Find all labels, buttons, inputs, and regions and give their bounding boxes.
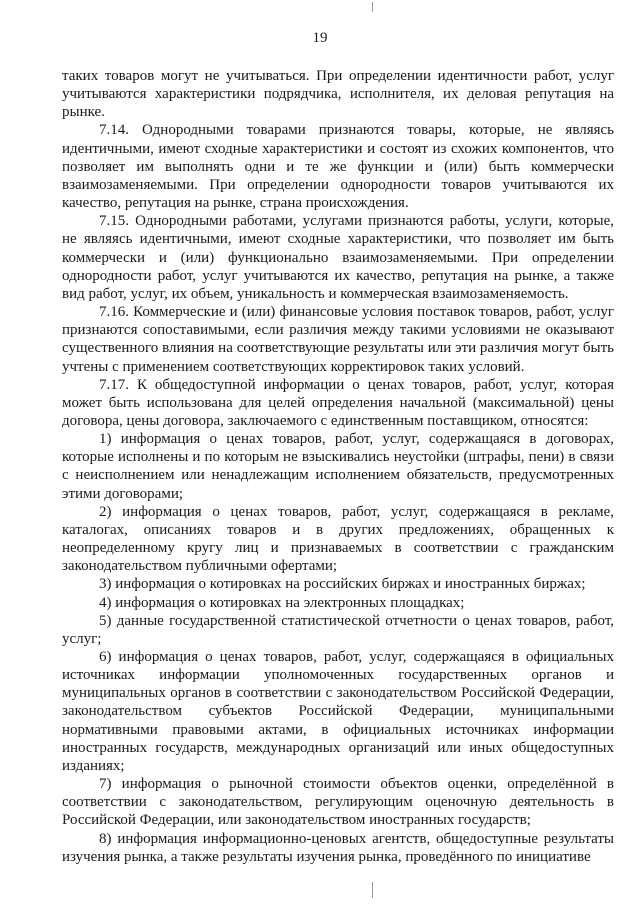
page-number: 19 — [312, 30, 328, 46]
paragraph-7-14: 7.14. Однородными товарами признаются товары, которые, не являясь идентичными, имеют сходные характеристики и состоят из схожих компонентов, что позволяет им выполнять одни и те же функции и (или) быть коммерчески взаимозаменяемыми. При определении однородности товаров учитываются их качество, репутация на рынке, страна происхождения. — [62, 122, 614, 212]
paragraph-7-15: 7.15. Однородными работами, услугами признаются работы, услуги, которые, не являясь идентичными, имеют сходные характеристики, что позволяет им быть коммерчески и (или) функционально взаимозаменяемыми. При определении однородности работ, услуг учитываются их качество, репутация на рынке, а также вид работ, услуг, их объем, уникальность и коммерческая взаимозаменяемость. — [62, 213, 614, 302]
list-item-8: 8) информация информационно-ценовых агентств, общедоступные результаты изучения рынка, а также результаты изучения рынка, проведённого по инициативе — [62, 830, 614, 865]
scan-mark-top — [372, 2, 373, 12]
list-item-7: 7) информация о рыночной стоимости объектов оценки, определённой в соответствии с законодательством, регулирующим оценочную деятельность в Российской Федерации, или законодательством иностранных государств; — [62, 776, 614, 829]
list-item-3: 3) информация о котировках на российских биржах и иностранных биржах; — [99, 576, 586, 593]
paragraph-7-17: 7.17. К общедоступной информации о ценах товаров, работ, услуг, которая может быть использована для целей определения начальной (максимальной) цены договора, цены договора, заключаемого с единственным поставщиком, относятся: — [62, 376, 614, 429]
document-body — [62, 67, 614, 866]
list-item-4: 4) информация о котировках на электронных площадках; — [99, 594, 465, 611]
list-item-2: 2) информация о ценах товаров, работ, услуг, содержащаяся в рекламе, каталогах, описаниях товаров и в других предложениях, обращенных к неопределенному кругу лиц и признаваемых в соответствии с гражданским законодательством публичными офертами; — [62, 503, 614, 575]
paragraph-continuation: таких товаров могут не учитываться. При определении идентичности работ, услуг учитываются характеристики подрядчика, исполнителя, их деловая репутация на рынке. — [62, 68, 614, 121]
scan-mark-bottom — [372, 882, 373, 898]
list-item-6: 6) информация о ценах товаров, работ, услуг, содержащаяся в официальных источниках информации уполномоченных государственных органов и муниципальных органов в соответствии с законодательством Российской Федерации, законодательством субъектов Российской Федерации, муниципальными нормативными правовыми актами, в официальных источниках информации иностранных государств, международных организаций или иных общедоступных изданиях; — [62, 649, 614, 774]
list-item-5: 5) данные государственной статистической отчетности о ценах товаров, работ, услуг; — [62, 612, 614, 647]
list-item-1: 1) информация о ценах товаров, работ, услуг, содержащаяся в договорах, которые исполнены и по которым не взыскивались неустойки (штрафы, пени) в связи с неисполнением или ненадлежащим исполнением обязательств, предусмотренных этими договорами; — [62, 431, 614, 502]
paragraph-7-16: 7.16. Коммерческие и (или) финансовые условия поставок товаров, работ, услуг признаются сопоставимыми, если различия между такими условиями не оказывают существенного влияния на соответствующие результаты или эти различия могут быть учтены с применением соответствующих корректировок таких условий. — [62, 304, 614, 375]
